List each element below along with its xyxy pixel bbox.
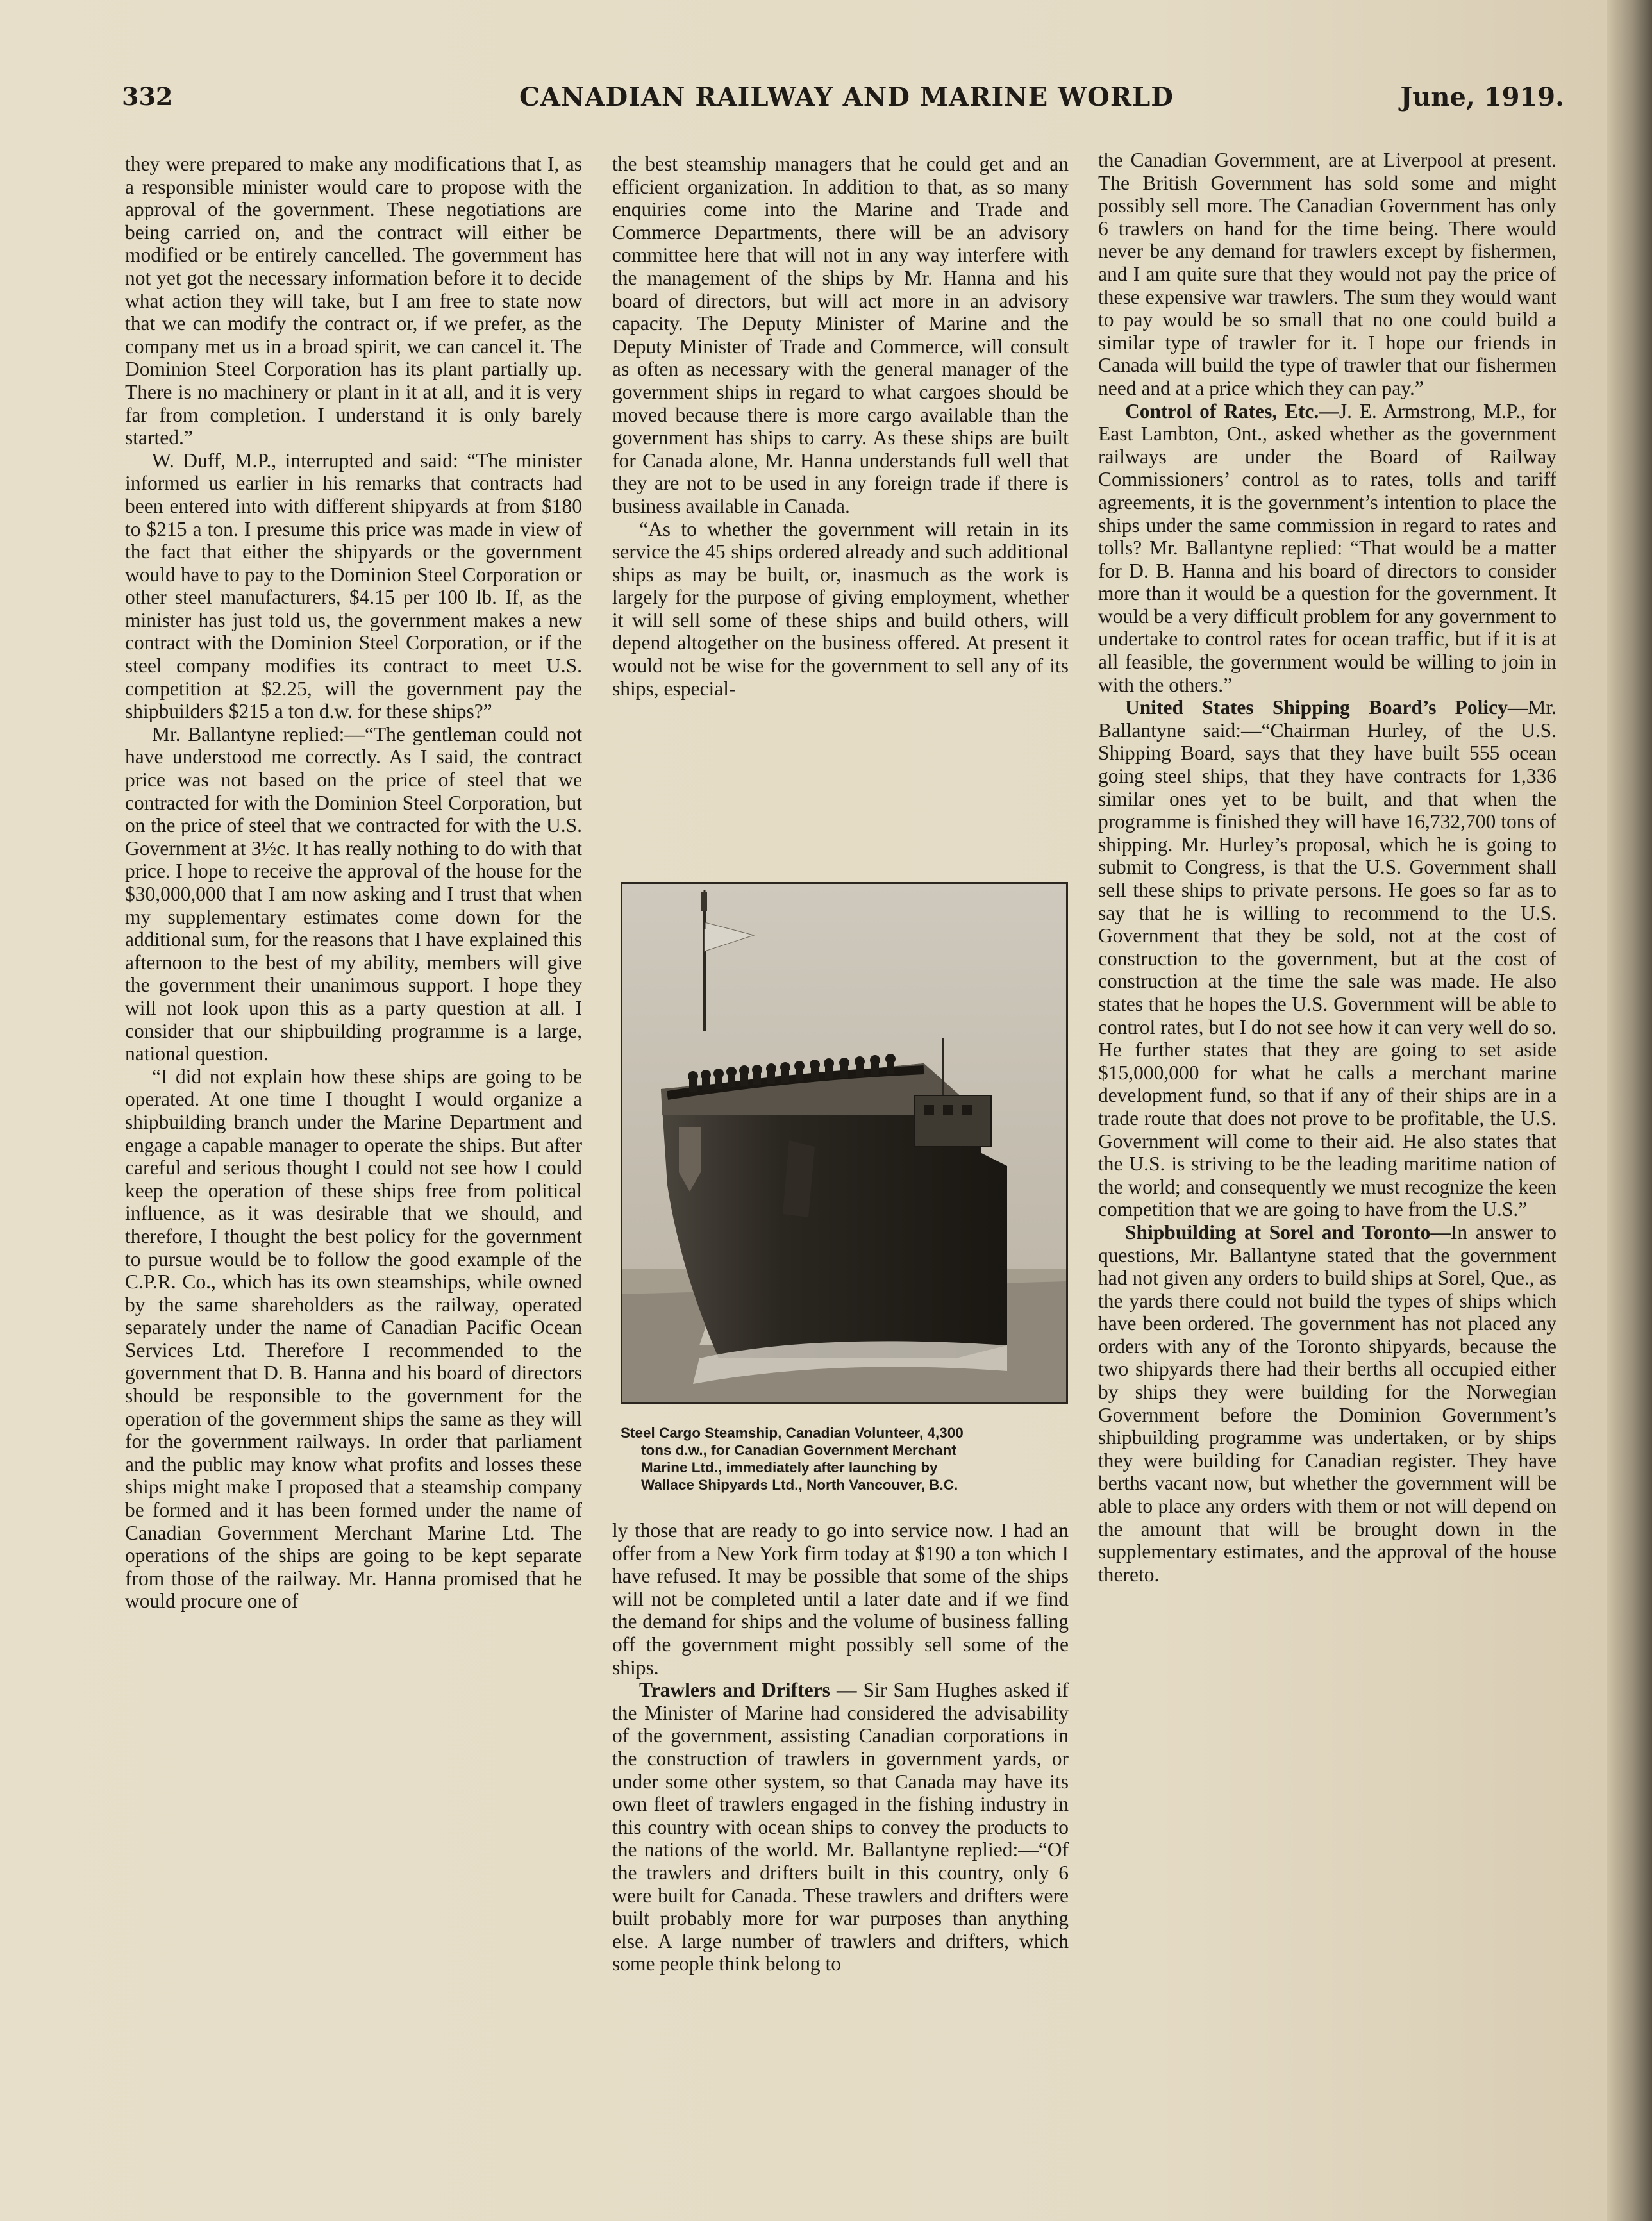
- caption-line: tons d.w., for Canadian Government Merchant: [641, 1442, 956, 1458]
- section-heading: Shipbuilding at Sorel and Toronto—: [1125, 1220, 1451, 1244]
- paragraph: Mr. Ballantyne replied:—“The gentleman could not have understood me correctly. As I said, the contract price was not based on the price of steel that we contracted for with the Dominion Steel Corporation, but on the price of steel that we contracted for with the U.S. Government at 3½c. It has really nothing to do with that price. I hope to receive the approval of the house for the $30,000,000 that I am now asking and I trust that when my supplementary estimates come down for the additional sum, for the reasons that I have explained this afternoon to the best of my ability, members will give the government their unanimous support. I hope they will not look upon this as a party question at all. I consider that our shipbuilding programme is a large, national question.: [125, 722, 582, 1065]
- page-header: [122, 82, 1564, 121]
- paragraph: the Canadian Government, are at Liverpool at present. The British Government has sold some and might possibly sell more. The Canadian Government has only 6 trawlers on hand for the time being. There would never be any demand for trawlers except by fishermen, and I am quite sure that they would not pay the price of these expensive war trawlers. The sum they would want to pay would be so small that no one could build a similar type of trawler for it. I hope our friends in Canada will build the type of trawler that our fishermen need and at a price which they can pay.”: [1098, 149, 1556, 399]
- section-heading: United States Shipping Board’s Policy: [1125, 696, 1508, 719]
- paragraph: W. Duff, M.P., interrupted and said: “The minister informed us earlier in his remarks that contracts had been entered into with different shipyards at from $180 to $215 a ton. I presume this price was made in view of the fact that either the shipyards or the government would have to pay to the Dominion Steel Corporation or other steel manufacturers, $4.15 per 100 lb. If, as the minister has just told us, the government makes a new contract with the Dominion Steel Corporation, or if the steel company modifies its contract to meet U.S. competition at $2.25, will the government pay the shipbuilders $215 a ton d.w. for these ships?”: [125, 449, 582, 723]
- article-column-2-top: [612, 153, 1069, 700]
- paragraph-text: In answer to questions, Mr. Ballantyne stated that the government had not given any orders to build ships at Sorel, Que., as the yards there could not build the types of ships which have been ordered. The government has not placed any orders with any of the Toronto shipyards, because the two shipyards there had their berths all occupied either by ships they were building for the Norwegian Government before the Dominion Government’s shipbuilding programme was undertaken, or by ships they were building for Canadian register. They have berths vacant now, but whether the government will be able to place any orders with them or not will depend on the amount that will be brought down in the supplementary estimates, and the approval of the house thereto.: [1098, 1220, 1556, 1586]
- caption-line: Marine Ltd., immediately after launching by: [641, 1460, 938, 1476]
- page-binding-edge: [1607, 0, 1652, 2221]
- caption-line: Wallace Shipyards Ltd., North Vancouver, B.C.: [641, 1477, 958, 1493]
- paragraph: “As to whether the government will retain in its service the 45 ships ordered already and such additional ships as may be built, or, inasmuch as the work is largely for the purpose of giving employment, whether it will sell some of these ships and build others, will depend altogether on the business offered. At present it would not be wise for the government to sell any of its ships, especial-: [612, 517, 1069, 700]
- paragraph-sorel-toronto: [1098, 1221, 1556, 1586]
- caption-line: Steel Cargo Steamship, Canadian Volunteer, 4,300: [621, 1425, 964, 1441]
- paragraph-control-of-rates: [1098, 400, 1556, 697]
- paragraph: they were prepared to make any modifications that I, as a responsible minister would care to propose with the approval of the government. These negotiations are being carried on, and the contract will either be modified or be entirely cancelled. The government has not yet got the necessary information before it to decide what action they will take, but I am free to state now that we can modify the contract or, if we prefer, as the company met us in a broad spirit, we can cancel it. The Dominion Steel Corporation has its plant partially up. There is no machinery or plant in it at all, and it is very far from completion. I understand it is only barely started.”: [125, 153, 582, 449]
- paragraph-shipping-board: [1098, 696, 1556, 1221]
- paragraph-text: Sir Sam Hughes asked if the Minister of Marine had considered the advisability of the government, assisting Canadian corporations in the construction of trawlers in government yards, or under some other system, so that Canada may have its own fleet of trawlers engaged in the fishing industry in this country with ocean ships to convey the products to the nations of the world. Mr. Ballantyne replied:—“Of the trawlers and drifters built in this country, only 6 were built for Canada. These trawlers and drifters were built probably more for war purposes than anything else. A large number of trawlers and drifters, which some people think belong to: [612, 1679, 1069, 1976]
- paragraph-text: —Mr. Ballantyne said:—“Chairman Hurley, of the U.S. Shipping Board, says that they have built 555 ocean going steel ships, that they have contracts for 1,336 similar ones yet to be built, and that when the programme is finished they will have 16,732,700 tons of shipping. Mr. Hurley’s proposal, which he is going to submit to Congress, is that the U.S. Government shall sell these ships to private persons. He goes so far as to say that he is willing to recommend to the U.S. Government that they be sold, not at the cost of construction to the government, but at the cost of construction at the time the sale was made. He also states that he hopes the U.S. Government will be able to control rates, but I do not see how it can very well do so. He further states that they are going to set aside $15,000,000 for what he calls a merchant marine development fund, so that if any of their ships are in a trade route that does not prove to be profitable, the U.S. Government will come to their aid. He also states that the U.S. is striving to be the leading maritime nation of the world; and consequently we must recognize the keen competition that we are going to have from the U.S.”: [1098, 696, 1556, 1221]
- issue-date: June, 1919.: [1400, 82, 1564, 112]
- page-number: 332: [122, 82, 173, 111]
- ship-photograph: [621, 882, 1068, 1404]
- section-heading: Control of Rates, Etc.—: [1125, 399, 1339, 422]
- section-heading: Trawlers and Drifters —: [639, 1679, 857, 1702]
- paragraph: ly those that are ready to go into service now. I had an offer from a New York firm today at $190 a ton which I have refused. It may be possible that some of the ships will not be completed until a later date and if we find the demand for ships and the volume of business falling off the government might possibly sell some of the ships.: [612, 1519, 1069, 1679]
- article-column-3: [1098, 149, 1556, 2142]
- paragraph-trawlers: [612, 1679, 1069, 1976]
- photo-caption: [621, 1424, 1082, 1493]
- publication-title: CANADIAN RAILWAY AND MARINE WORLD: [519, 82, 1174, 112]
- paragraph-text: J. E. Armstrong, M.P., for East Lambton, Ont., asked whether as the government railways are under the Board of Railway Commissioners’ control as to rates, tolls and tariff agreements, it is the government’s intention to place the ships under the same commission in regard to rates and tolls? Mr. Ballantyne replied: “That would be a matter for D. B. Hanna and his board of directors to consider more than it would be a question for the government. It would be a very difficult problem for any government to undertake to control rates for ocean traffic, but if it is at all feasible, the government would be willing to join in with the others.”: [1098, 399, 1556, 696]
- article-column-2-bottom: [612, 1519, 1069, 2134]
- steamship-launch-image: [622, 884, 1066, 1402]
- paragraph: “I did not explain how these ships are going to be operated. At one time I thought I would organize a shipbuilding branch under the Marine Department and engage a capable manager to operate the ships. But after careful and serious thought I could not see how I could keep the operation of these ships free from political influence, as it was desirable that we should, and therefore, I thought the best policy for the government to pursue would be to follow the good example of the C.P.R. Co., which has its own steamships, while owned by the same shareholders as the railway, operated separately under the name of Canadian Pacific Ocean Services Ltd. Therefore I recommended to the government that D. B. Hanna and his board of directors should be responsible to the government for the operation of the government ships the same as they will for the government railways. In order that parliament and the public may know what profits and losses these ships might make I proposed that a steamship company be formed and it has been formed under the name of Canadian Government Merchant Marine Ltd. The operations of the ships are going to be kept separate from those of the railway. Mr. Hanna promised that he would procure one of: [125, 1065, 582, 1613]
- paragraph: the best steamship managers that he could get and an efficient organization. In addition to that, as so many enquiries come into the Marine and Trade and Commerce Departments, there will be an advisory committee here that will not in any way interfere with the management of the ships by Mr. Hanna and his board of directors, but will act more in an advisory capacity. The Deputy Minister of Marine and the Deputy Minister of Trade and Commerce, will consult as often as necessary with the general manager of the government ships in regard to what cargoes should be moved because there is more cargo available than the government has ships to carry. As these ships are built for Canada alone, Mr. Hanna understands full well that they are not to be used in any foreign trade if there is business available in Canada.: [612, 153, 1069, 517]
- article-column-1: [125, 153, 582, 2140]
